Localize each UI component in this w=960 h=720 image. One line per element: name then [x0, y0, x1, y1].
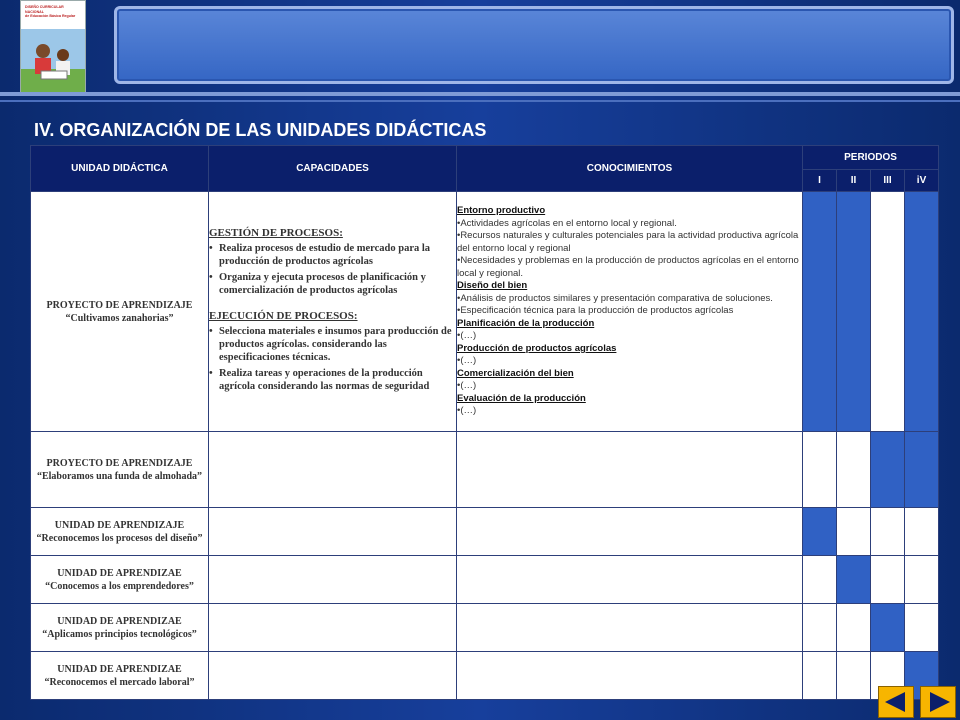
knowledge-heading: Entorno productivo: [457, 205, 546, 217]
unit-cell: [31, 508, 209, 556]
table-row: [31, 192, 939, 432]
unit-name: “Cultivamos zanahorias”: [65, 312, 174, 324]
knowledge-item: •(…): [457, 380, 477, 392]
period-cell: [871, 192, 905, 432]
unit-type: PROYECTO DE APRENDIZAJE: [46, 457, 193, 469]
knowledge-cell: [457, 652, 803, 700]
capacities-cell: [209, 508, 457, 556]
triangle-right-icon: [930, 692, 950, 712]
period-cell: [837, 432, 871, 508]
knowledge-item: •(…): [457, 355, 477, 367]
capacities-cell: [209, 432, 457, 508]
period-cell: [905, 604, 939, 652]
unit-name: “Conocemos a los emprendedores”: [45, 580, 194, 592]
table-row: [31, 508, 939, 556]
table-row: [31, 652, 939, 700]
knowledge-heading: Evaluación de la producción: [457, 392, 586, 404]
period-cell: [803, 432, 837, 508]
unit-cell: [31, 192, 209, 432]
capacity-item: • Organiza y ejecuta procesos de planificación y comercialización de productos agrícolas: [209, 271, 456, 297]
children-reading-logo-icon: [21, 29, 85, 93]
unit-cell: [31, 556, 209, 604]
unit-cell: [31, 652, 209, 700]
table-row: [31, 556, 939, 604]
knowledge-item: •Actividades agrícolas en el entorno local y regional.: [457, 217, 677, 229]
period-cell: [871, 604, 905, 652]
capacities-cell: [209, 652, 457, 700]
next-slide-button[interactable]: [920, 686, 956, 718]
logo-line1: DISEÑO CURRICULAR NACIONAL: [25, 5, 64, 14]
period-header-1: I: [803, 170, 837, 192]
header-unit: UNIDAD DIDÁCTICA: [31, 146, 209, 192]
capacities-cell: [209, 604, 457, 652]
capacity-item: • Selecciona materiales e insumos para producción de productos agrícolas. considerando las especificaciones técnicas.: [209, 325, 456, 364]
knowledge-item: •Análisis de productos similares y presentación comparativa de soluciones.: [457, 292, 773, 304]
period-cell: [837, 652, 871, 700]
period-cell: [905, 192, 939, 432]
knowledge-item: •Recursos naturales y culturales potenciales para la actividad productiva agrícola del entorno local y regional: [457, 230, 799, 254]
period-cell: [803, 508, 837, 556]
unit-type: UNIDAD DE APRENDIZAJE: [54, 519, 185, 531]
header-knowledge: CONOCIMIENTOS: [457, 146, 803, 192]
units-table: [30, 145, 939, 700]
header-panel: [114, 6, 954, 84]
period-cell: [871, 432, 905, 508]
prev-slide-button[interactable]: [878, 686, 914, 718]
knowledge-heading: Comercialización del bien: [457, 367, 574, 379]
period-cell: [803, 556, 837, 604]
header-divider-thin: [0, 100, 960, 102]
period-header-2: II: [837, 170, 871, 192]
unit-name: “Elaboramos una funda de almohada”: [36, 470, 203, 482]
knowledge-item: •(…): [457, 330, 477, 342]
capacity-heading: GESTIÓN DE PROCESOS:: [209, 227, 343, 239]
header-periods: PERIODOS: [803, 146, 939, 170]
knowledge-cell: [457, 508, 803, 556]
period-cell: [837, 556, 871, 604]
capacity-heading: EJECUCIÓN DE PROCESOS:: [209, 310, 358, 322]
table-row: [31, 432, 939, 508]
period-cell: [803, 652, 837, 700]
period-cell: [837, 508, 871, 556]
logo-band: [25, 5, 81, 27]
period-cell: [871, 508, 905, 556]
knowledge-cell: [457, 556, 803, 604]
knowledge-cell: [457, 192, 803, 432]
unit-name: “Aplicamos principios tecnológicos”: [42, 628, 197, 640]
capacity-item: • Realiza procesos de estudio de mercado para la producción de productos agrícolas: [209, 242, 456, 268]
knowledge-item: •Especificación técnica para la producción de productos agrícolas: [457, 305, 734, 317]
knowledge-heading: Producción de productos agrícolas: [457, 342, 617, 354]
page-title: IV. ORGANIZACIÓN DE LAS UNIDADES DIDÁCTICAS: [34, 120, 487, 140]
period-cell: [905, 508, 939, 556]
knowledge-heading: Diseño del bien: [457, 280, 528, 292]
knowledge-item: •Necesidades y problemas en la producción de productos agrícolas en el entorno local y regional.: [457, 255, 799, 279]
period-cell: [905, 556, 939, 604]
unit-cell: [31, 604, 209, 652]
knowledge-heading: Planificación de la producción: [457, 317, 595, 329]
unit-name: “Reconocemos el mercado laboral”: [44, 676, 195, 688]
period-header-3: III: [871, 170, 905, 192]
triangle-left-icon: [885, 692, 905, 712]
knowledge-item: •(…): [457, 405, 477, 417]
period-cell: [905, 432, 939, 508]
table-row: [31, 604, 939, 652]
unit-name: “Reconocemos los procesos del diseño”: [36, 532, 203, 544]
logo: [20, 0, 86, 94]
period-cell: [837, 192, 871, 432]
period-cell: [803, 604, 837, 652]
period-cell: [803, 192, 837, 432]
unit-cell: [31, 432, 209, 508]
unit-type: PROYECTO DE APRENDIZAJE: [46, 299, 193, 311]
knowledge-cell: [457, 432, 803, 508]
logo-line2: de Educación Básica Regular: [25, 14, 76, 19]
period-header-4: iV: [905, 170, 939, 192]
header-divider: [0, 92, 960, 96]
knowledge-cell: [457, 604, 803, 652]
period-cell: [837, 604, 871, 652]
capacity-item: • Realiza tareas y operaciones de la producción agrícola considerando las normas de seguridad: [209, 367, 456, 393]
capacities-cell: [209, 556, 457, 604]
unit-type: UNIDAD DE APRENDIZAE: [57, 567, 182, 579]
unit-type: UNIDAD DE APRENDIZAE: [57, 663, 182, 675]
header-capacities: CAPACIDADES: [209, 146, 457, 192]
period-cell: [871, 556, 905, 604]
capacities-cell: [209, 192, 457, 432]
unit-type: UNIDAD DE APRENDIZAE: [57, 615, 182, 627]
